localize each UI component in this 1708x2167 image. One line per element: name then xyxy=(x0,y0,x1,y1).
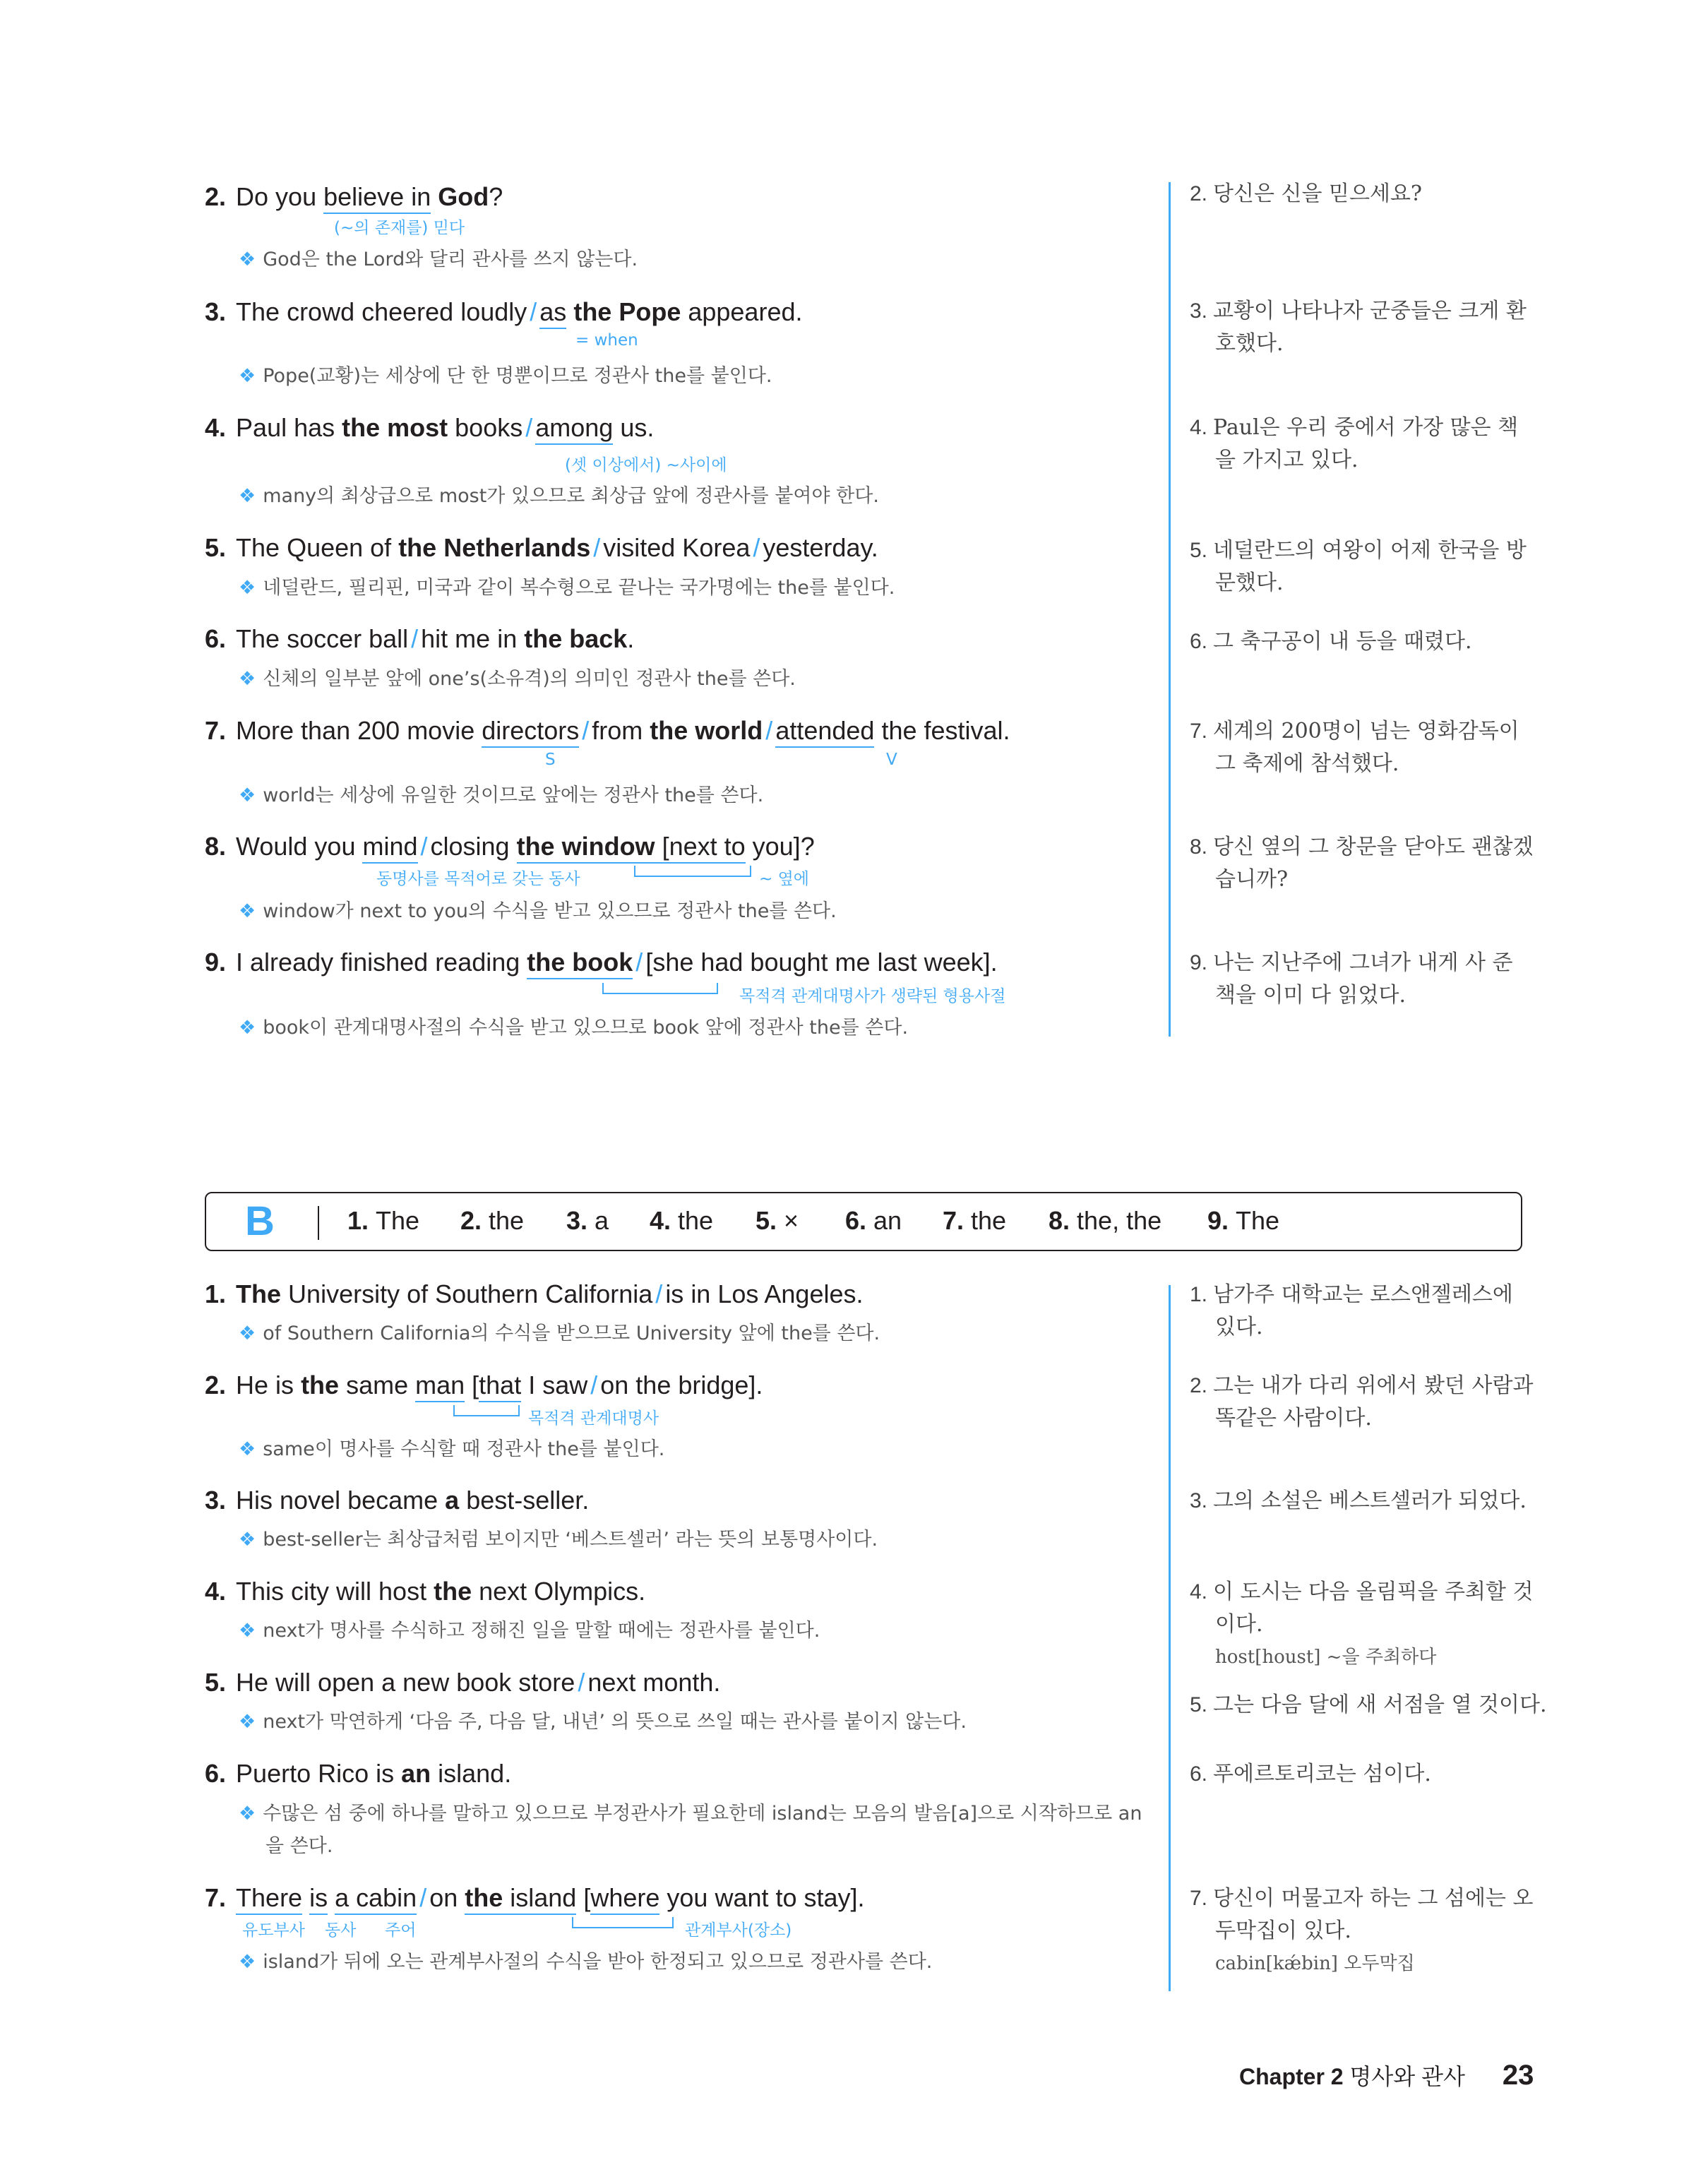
answer-number: 4. xyxy=(650,1206,671,1235)
underlined-phrase: that xyxy=(479,1371,521,1402)
answer-item xyxy=(756,1206,799,1236)
bold-article: The xyxy=(236,1279,282,1308)
grammar-note xyxy=(239,1946,932,1978)
translation-text: 그는 다음 달에 새 서점을 열 것이다. xyxy=(1213,1693,1547,1717)
text: appeared. xyxy=(681,297,803,326)
item-number: 9. xyxy=(205,948,227,977)
note-text: island가 뒤에 오는 관계부사절의 수식을 받아 한정되고 있으므로 정관사를 쓴다. xyxy=(263,1951,933,1973)
grammar-note xyxy=(239,780,763,812)
answer-number: 1. xyxy=(347,1206,369,1235)
text: the festival. xyxy=(874,716,1010,745)
slash: / xyxy=(578,1668,585,1697)
text: This city will host xyxy=(236,1577,434,1606)
annotation: V xyxy=(886,751,897,769)
bold-article: the most xyxy=(342,413,448,442)
answer-value: the xyxy=(489,1206,525,1235)
diamond-bullet-icon: ❖ xyxy=(239,1711,256,1733)
translation xyxy=(1190,295,1527,360)
question-b7 xyxy=(205,1882,865,1914)
text: He is xyxy=(236,1371,301,1399)
text: Puerto Rico is xyxy=(236,1759,402,1788)
translation-number: 4. xyxy=(1190,416,1208,439)
question-a2 xyxy=(205,181,503,213)
diamond-bullet-icon: ❖ xyxy=(239,485,256,507)
question-a6 xyxy=(205,623,634,655)
slash: / xyxy=(655,1279,663,1308)
slash: / xyxy=(593,533,601,562)
translation xyxy=(1190,1370,1533,1435)
answer-item xyxy=(943,1206,1006,1236)
translation-number: 9. xyxy=(1190,951,1208,974)
text: Paul has xyxy=(236,413,342,442)
text: from xyxy=(592,716,650,745)
translation xyxy=(1190,1485,1527,1517)
slash: / xyxy=(420,832,428,861)
text: yesterday. xyxy=(763,533,878,562)
translation-text: 있다. xyxy=(1215,1315,1263,1339)
grammar-note xyxy=(239,895,837,928)
item-number: 6. xyxy=(205,624,227,653)
underlined-phrase: among xyxy=(535,413,613,445)
answer-value: × xyxy=(784,1206,799,1235)
bold-article: the xyxy=(301,1371,340,1399)
answer-item xyxy=(1207,1206,1279,1236)
text: same xyxy=(339,1371,416,1399)
diamond-bullet-icon: ❖ xyxy=(239,900,256,922)
translation-number: 8. xyxy=(1190,835,1208,859)
answer-key-box xyxy=(205,1192,1522,1251)
answer-value: The xyxy=(1236,1206,1280,1235)
text: island. xyxy=(431,1759,512,1788)
text xyxy=(431,182,438,211)
note-text: window가 next to you의 수식을 받고 있으므로 정관사 the를 쓴다. xyxy=(263,900,837,922)
translation xyxy=(1190,412,1518,477)
translation-text: 교황이 나타나자 군중들은 크게 환 xyxy=(1213,299,1527,323)
modifier-arrow xyxy=(572,1917,674,1928)
question-a8 xyxy=(205,831,815,862)
bold-article: the book xyxy=(527,948,633,979)
translation-text: 푸에르토리코는 섬이다. xyxy=(1213,1762,1431,1786)
vocabulary-note: cabin[kǽbin] 오두막집 xyxy=(1215,1953,1415,1974)
translation-text: 문했다. xyxy=(1215,571,1284,595)
question-a3 xyxy=(205,297,803,328)
translation-text: 호했다. xyxy=(1215,331,1284,356)
bold-article: the back xyxy=(524,624,628,653)
text: books xyxy=(448,413,523,442)
translation-number: 4. xyxy=(1190,1580,1208,1604)
translation-text: 책을 이미 다 읽었다. xyxy=(1215,983,1406,1008)
translation xyxy=(1190,947,1512,1012)
slash: / xyxy=(411,624,419,653)
note-text: God은 the Lord와 달리 관사를 쓰지 않는다. xyxy=(263,249,638,270)
question-b6 xyxy=(205,1758,511,1789)
translation-number: 6. xyxy=(1190,1762,1208,1786)
text: [she had bought me last week]. xyxy=(645,948,998,977)
answer-number: 2. xyxy=(460,1206,482,1235)
translation xyxy=(1190,831,1533,896)
translation-number: 7. xyxy=(1190,720,1208,743)
item-number: 2. xyxy=(205,182,227,211)
diamond-bullet-icon: ❖ xyxy=(239,249,256,270)
grammar-note xyxy=(239,663,796,696)
translation-text: 당신 옆의 그 창문을 닫아도 괜찮겠 xyxy=(1213,835,1534,859)
diamond-bullet-icon: ❖ xyxy=(239,668,256,690)
text: visited Korea xyxy=(603,533,751,562)
slash: / xyxy=(753,533,760,562)
grammar-note-continued xyxy=(265,1830,333,1863)
answer-number: 3. xyxy=(566,1206,588,1235)
text: [ xyxy=(576,1883,591,1912)
question-b3 xyxy=(205,1485,589,1516)
item-number: 4. xyxy=(205,413,227,442)
underlined-phrase: [next to xyxy=(655,832,746,864)
underlined-phrase: where xyxy=(590,1883,659,1915)
bold-article: the world xyxy=(650,716,763,745)
annotation: 목적격 관계대명사가 생략된 형용사절 xyxy=(739,987,1006,1005)
answer-item xyxy=(347,1206,419,1236)
answer-item xyxy=(460,1206,524,1236)
translation xyxy=(1190,1882,1533,1980)
bold-article: the Netherlands xyxy=(398,533,591,562)
text: I already finished reading xyxy=(236,948,527,977)
question-a9 xyxy=(205,947,998,978)
translation-number: 3. xyxy=(1190,299,1208,323)
vocabulary-note: host[houst] ~을 주최하다 xyxy=(1215,1647,1437,1668)
translation-text: 남가주 대학교는 로스앤젤레스에 xyxy=(1213,1282,1513,1307)
question-a7 xyxy=(205,715,1010,746)
diamond-bullet-icon: ❖ xyxy=(239,1323,256,1344)
translation-number: 5. xyxy=(1190,539,1208,562)
item-number: 2. xyxy=(205,1371,227,1399)
diamond-bullet-icon: ❖ xyxy=(239,1438,256,1460)
translation xyxy=(1190,626,1472,658)
note-text: same이 명사를 수식할 때 정관사 the를 붙인다. xyxy=(263,1438,665,1460)
section-letter: B xyxy=(245,1198,275,1244)
note-text: 신체의 일부분 앞에 one’s(소유격)의 의미인 정관사 the를 쓴다. xyxy=(263,668,796,690)
column-divider-bottom xyxy=(1169,1285,1171,1991)
underlined-phrase: directors xyxy=(482,716,579,748)
item-number: 4. xyxy=(205,1577,227,1606)
annotation: 관계부사(장소) xyxy=(685,1921,792,1940)
note-text: next가 명사를 수식하고 정해진 일을 말할 때에는 정관사를 붙인다. xyxy=(263,1620,820,1642)
chapter-title: 명사와 관사 xyxy=(1349,2064,1465,2089)
question-b5 xyxy=(205,1667,720,1698)
answer-number: 9. xyxy=(1207,1206,1229,1235)
translation-number: 7. xyxy=(1190,1887,1208,1910)
diamond-bullet-icon: ❖ xyxy=(239,577,256,599)
text: you]? xyxy=(745,832,815,861)
note-text: next가 막연하게 ‘다음 주, 다음 달, 내년’ 의 뜻으로 쓰일 때는 관사를 붙이지 않는다. xyxy=(263,1711,967,1733)
text: He will open a new book store xyxy=(236,1668,575,1697)
page-number: 23 xyxy=(1502,2060,1534,2091)
grammar-note xyxy=(239,1706,967,1738)
grammar-note xyxy=(239,1798,1142,1830)
answer-item xyxy=(566,1206,609,1236)
translation-number: 1. xyxy=(1190,1283,1208,1306)
grammar-note xyxy=(239,1012,908,1044)
text: us. xyxy=(613,413,655,442)
answer-item xyxy=(1049,1206,1161,1236)
translation-number: 3. xyxy=(1190,1489,1208,1512)
slash: / xyxy=(530,297,537,326)
note-text: of Southern California의 수식을 받으므로 University 앞에 the를 쓴다. xyxy=(263,1323,880,1344)
column-divider-top xyxy=(1169,182,1171,1037)
text: The crowd cheered loudly xyxy=(236,297,527,326)
bold-article: an xyxy=(401,1759,431,1788)
translation-text: 당신이 머물고자 하는 그 섬에는 오 xyxy=(1213,1886,1534,1911)
text: University of Southern California xyxy=(281,1279,653,1308)
answer-number: 5. xyxy=(756,1206,777,1235)
text: ? xyxy=(489,182,503,211)
text: The Queen of xyxy=(236,533,399,562)
diamond-bullet-icon: ❖ xyxy=(239,1017,256,1039)
item-number: 6. xyxy=(205,1759,227,1788)
note-text: 네덜란드, 필리핀, 미국과 같이 복수형으로 끝나는 국가명에는 the를 붙인다. xyxy=(263,577,895,599)
grammar-note xyxy=(239,1524,878,1556)
text: [ xyxy=(465,1371,479,1399)
grammar-note xyxy=(239,1433,664,1466)
translation-text: Paul은 우리 중에서 가장 많은 책 xyxy=(1213,415,1519,440)
page-footer xyxy=(1239,2059,1534,2091)
annotation: 동사 xyxy=(325,1921,357,1940)
diamond-bullet-icon: ❖ xyxy=(239,1529,256,1551)
grammar-note xyxy=(239,360,772,393)
annotation: 목적격 관계대명사 xyxy=(528,1409,659,1428)
item-number: 5. xyxy=(205,1668,227,1697)
translation-text: 세계의 200명이 넘는 영화감독이 xyxy=(1213,719,1519,744)
translation-text: 이다. xyxy=(1215,1612,1263,1637)
annotation: S xyxy=(545,751,556,769)
answer-value: an xyxy=(873,1206,902,1235)
answer-number: 7. xyxy=(943,1206,965,1235)
text: . xyxy=(627,624,635,653)
item-number: 3. xyxy=(205,1486,227,1515)
translation-text: 그 축제에 참석했다. xyxy=(1215,751,1399,776)
translation-text: 이 도시는 다음 올림픽을 주최할 것 xyxy=(1213,1580,1534,1604)
text xyxy=(566,297,573,326)
grammar-note xyxy=(239,480,879,513)
note-text: best-seller는 최상급처럼 보이지만 ‘베스트셀러’ 라는 뜻의 보통명사이다. xyxy=(263,1529,878,1551)
answer-item xyxy=(650,1206,713,1236)
answer-value: the xyxy=(678,1206,714,1235)
text: Do you xyxy=(236,182,324,211)
note-text: many의 최상급으로 most가 있으므로 최상급 앞에 정관사를 붙여야 한다. xyxy=(263,485,879,507)
item-number: 3. xyxy=(205,297,227,326)
note-text: book이 관계대명사절의 수식을 받고 있으므로 book 앞에 정관사 the를 쓴다. xyxy=(263,1017,909,1039)
divider xyxy=(318,1206,319,1240)
translation-text: 당신은 신을 믿으세요? xyxy=(1213,181,1423,206)
bold-article: the xyxy=(465,1883,503,1915)
grammar-note xyxy=(239,1615,820,1647)
translation-text: 두막집이 있다. xyxy=(1215,1918,1351,1943)
translation xyxy=(1190,715,1519,780)
question-a4 xyxy=(205,412,654,443)
item-number: 8. xyxy=(205,832,227,861)
text: His novel became xyxy=(236,1486,446,1515)
text: best-seller. xyxy=(459,1486,590,1515)
text: you want to stay]. xyxy=(659,1883,865,1912)
translation-text: 나는 지난주에 그녀가 내게 사 준 xyxy=(1213,950,1513,975)
note-text: 을 쓴다. xyxy=(265,1835,333,1857)
grammar-note xyxy=(239,244,638,276)
bold-article: a xyxy=(445,1486,460,1515)
item-number: 7. xyxy=(205,716,227,745)
modifier-arrow xyxy=(453,1405,520,1416)
bold-article: the window xyxy=(517,832,655,864)
text: next Olympics. xyxy=(472,1577,646,1606)
underlined-phrase: believe in xyxy=(323,182,431,214)
note-text: Pope(교황)는 세상에 단 한 명뿐이므로 정관사 the를 붙인다. xyxy=(263,365,772,387)
note-text: world는 세상에 유일한 것이므로 앞에는 정관사 the를 쓴다. xyxy=(263,784,764,806)
question-b1 xyxy=(205,1279,864,1310)
question-b2 xyxy=(205,1370,763,1401)
slash: / xyxy=(582,716,590,745)
question-a5 xyxy=(205,532,878,563)
underlined-phrase: There xyxy=(236,1883,302,1915)
translation-text: 똑같은 사람이다. xyxy=(1215,1406,1372,1431)
slash: / xyxy=(525,413,533,442)
answer-item xyxy=(845,1206,902,1236)
answer-value: a xyxy=(595,1206,609,1235)
translation-number: 2. xyxy=(1190,182,1208,205)
underlined-phrase: as xyxy=(539,297,566,329)
underlined-phrase: man xyxy=(415,1371,465,1402)
diamond-bullet-icon: ❖ xyxy=(239,784,256,806)
translation-number: 6. xyxy=(1190,630,1208,653)
annotation: ~ 옆에 xyxy=(759,870,810,888)
translation-text: 습니까? xyxy=(1215,867,1289,892)
underlined-phrase: island xyxy=(503,1883,576,1915)
modifier-arrow xyxy=(602,983,718,994)
underlined-phrase: a cabin xyxy=(335,1883,417,1915)
translation-text: 네덜란드의 여왕이 어제 한국을 방 xyxy=(1213,538,1527,563)
slash: / xyxy=(590,1371,598,1399)
text: on xyxy=(429,1883,465,1912)
item-number: 5. xyxy=(205,533,227,562)
slash: / xyxy=(765,716,773,745)
diamond-bullet-icon: ❖ xyxy=(239,1620,256,1642)
note-text: 수많은 섬 중에 하나를 말하고 있으므로 부정관사가 필요한데 island는 모음의 발음[a]으로 시작하므로 an xyxy=(263,1803,1142,1825)
translation xyxy=(1190,1576,1533,1673)
diamond-bullet-icon: ❖ xyxy=(239,1951,256,1973)
bold-article: God xyxy=(438,182,489,211)
translation-text: 그 축구공이 내 등을 때렸다. xyxy=(1213,629,1472,654)
text: I saw xyxy=(521,1371,588,1399)
translation xyxy=(1190,178,1422,210)
answer-value: the, the xyxy=(1077,1206,1162,1235)
annotation: 유도부사 xyxy=(242,1921,305,1940)
item-number: 7. xyxy=(205,1883,227,1912)
answer-number: 8. xyxy=(1049,1206,1070,1235)
translation-text: 을 가지고 있다. xyxy=(1215,448,1358,472)
text: The soccer ball xyxy=(236,624,409,653)
chapter-label: Chapter 2 xyxy=(1239,2064,1344,2089)
grammar-note xyxy=(239,1318,880,1350)
item-number: 1. xyxy=(205,1279,227,1308)
translation xyxy=(1190,1279,1513,1344)
slash: / xyxy=(635,948,643,977)
annotation: 동명사를 목적어로 갖는 동사 xyxy=(376,870,580,888)
translation-number: 2. xyxy=(1190,1374,1208,1397)
text: on the bridge]. xyxy=(600,1371,763,1399)
annotation: = when xyxy=(575,331,638,350)
translation-text: 그는 내가 다리 위에서 봤던 사람과 xyxy=(1213,1373,1534,1398)
annotation: (~의 존재를) 믿다 xyxy=(334,219,465,237)
annotation: (셋 이상에서) ~사이에 xyxy=(565,456,727,474)
translation xyxy=(1190,1758,1431,1791)
text: closing xyxy=(430,832,517,861)
underlined-phrase: attended xyxy=(775,716,874,748)
translation xyxy=(1190,1689,1547,1721)
annotation: 주어 xyxy=(385,1921,417,1940)
translation xyxy=(1190,535,1527,599)
diamond-bullet-icon: ❖ xyxy=(239,1803,256,1825)
text: next month. xyxy=(587,1668,721,1697)
text: More than 200 movie xyxy=(236,716,482,745)
diamond-bullet-icon: ❖ xyxy=(239,365,256,387)
text: is in Los Angeles. xyxy=(665,1279,864,1308)
question-b4 xyxy=(205,1576,645,1607)
answer-number: 6. xyxy=(845,1206,867,1235)
slash: / xyxy=(419,1883,427,1912)
underlined-phrase: mind xyxy=(362,832,417,864)
bold-article: the xyxy=(434,1577,472,1606)
translation-text: 그의 소설은 베스트셀러가 되었다. xyxy=(1213,1488,1527,1513)
text: Would you xyxy=(236,832,363,861)
translation-number: 5. xyxy=(1190,1693,1208,1717)
text: hit me in xyxy=(421,624,525,653)
bold-article: the Pope xyxy=(573,297,681,326)
underlined-phrase: is xyxy=(309,1883,328,1915)
modifier-arrow xyxy=(634,866,751,877)
answer-value: The xyxy=(376,1206,420,1235)
answer-value: the xyxy=(971,1206,1007,1235)
grammar-note xyxy=(239,572,895,604)
